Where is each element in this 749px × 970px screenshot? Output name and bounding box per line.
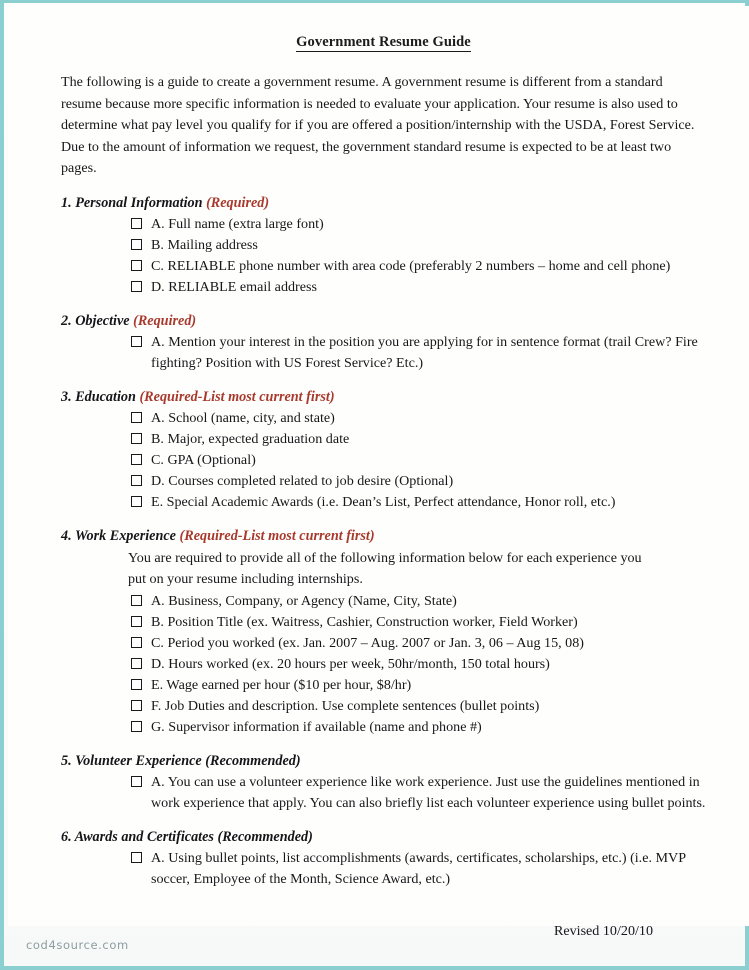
checkbox-icon[interactable]	[131, 616, 142, 627]
page-title-text: Government Resume Guide	[296, 34, 471, 50]
checklist-item-label: B. Mailing address	[151, 236, 258, 253]
checklist-item[interactable]	[131, 214, 706, 235]
checkbox-icon[interactable]	[131, 433, 142, 444]
section-heading	[61, 194, 706, 213]
checklist-item[interactable]	[131, 332, 711, 374]
section-name: Education	[75, 388, 136, 405]
checklist-item-label: E. Wage earned per hour ($10 per hour, $8/hr)	[151, 676, 412, 693]
section-qualifier: (Required-List most current first)	[179, 527, 375, 544]
section-heading	[61, 752, 706, 771]
section-name: Personal Information	[75, 194, 203, 211]
checkbox-icon[interactable]	[131, 700, 142, 711]
checklist-item-label: C. GPA (Optional)	[151, 451, 256, 468]
checklist-item-label: D. Hours worked (ex. 20 hours per week, 50hr/month, 150 total hours)	[151, 655, 550, 672]
checkbox-icon[interactable]	[131, 336, 142, 347]
checkbox-icon[interactable]	[131, 721, 142, 732]
section-name: Volunteer Experience	[75, 752, 202, 769]
checklist-item[interactable]	[131, 408, 706, 429]
checklist-item[interactable]	[131, 612, 706, 633]
checkbox-icon[interactable]	[131, 496, 142, 507]
checkbox-icon[interactable]	[131, 454, 142, 465]
checklist-item-label: A. Mention your interest in the position you are applying for in sentence format (trail Crew? Fire fighting? Position with US Forest Service? Etc.)	[151, 333, 698, 371]
checkbox-icon[interactable]	[131, 239, 142, 250]
intro-paragraph: The following is a guide to create a government resume. A government resume is different from a standard resume because more specific information is needed to evaluate your application. Your resume is also used to determine what pay level you qualify for if you are offered a position/internship with the USDA, Forest Service. Due to the amount of information we request, the government standard resume is expected to be at least two pages.	[61, 74, 695, 176]
section-note: You are required to provide all of the following information below for each experience you put on your resume including internships.	[128, 549, 642, 587]
checkbox-icon[interactable]	[131, 595, 142, 606]
checklist-item[interactable]	[131, 717, 706, 738]
section-name: Work Experience	[74, 527, 176, 544]
document-page	[8, 6, 749, 939]
checklist-item-label: B. Major, expected graduation date	[151, 430, 350, 447]
checkbox-icon[interactable]	[131, 776, 142, 787]
section-qualifier: (Required)	[133, 312, 197, 329]
section-number: 4.	[61, 527, 72, 544]
section-number: 2.	[61, 312, 72, 329]
checklist-item-label: A. Business, Company, or Agency (Name, City, State)	[151, 592, 457, 609]
section-qualifier: (Recommended)	[217, 828, 313, 845]
checklist-item[interactable]	[131, 848, 711, 890]
checklist-item[interactable]	[131, 235, 706, 256]
checkbox-icon[interactable]	[131, 218, 142, 229]
section-number: 1.	[61, 194, 72, 211]
checklist	[61, 772, 706, 814]
checkbox-icon[interactable]	[131, 637, 142, 648]
section-heading	[61, 828, 706, 847]
checkbox-icon[interactable]	[131, 852, 142, 863]
checklist	[61, 408, 706, 513]
checklist-item[interactable]	[131, 633, 706, 654]
checklist-item[interactable]	[131, 772, 711, 814]
checkbox-icon[interactable]	[131, 679, 142, 690]
checklist-item[interactable]	[131, 471, 706, 492]
checklist	[61, 332, 706, 374]
checklist-item[interactable]	[131, 696, 706, 717]
checklist-item-label: G. Supervisor information if available (name and phone #)	[151, 718, 482, 735]
section-4	[61, 527, 706, 738]
checkbox-icon[interactable]	[131, 281, 142, 292]
checklist-item-label: C. RELIABLE phone number with area code (preferably 2 numbers – home and cell phone)	[151, 257, 671, 274]
checklist	[61, 848, 706, 890]
checklist-item[interactable]	[131, 492, 706, 513]
section-heading	[61, 527, 706, 546]
checklist-item-label: F. Job Duties and description. Use complete sentences (bullet points)	[151, 697, 540, 714]
checkbox-icon[interactable]	[131, 658, 142, 669]
checklist-item[interactable]	[131, 591, 706, 612]
checklist-item-label: C. Period you worked (ex. Jan. 2007 – Aug. 2007 or Jan. 3, 06 – Aug 15, 08)	[151, 634, 584, 651]
checklist-item[interactable]	[131, 429, 706, 450]
checkbox-icon[interactable]	[131, 475, 142, 486]
checklist-item-label: B. Position Title (ex. Waitress, Cashier, Construction worker, Field Worker)	[151, 613, 578, 630]
document-body	[61, 26, 706, 940]
checklist-item-label: E. Special Academic Awards (i.e. Dean’s List, Perfect attendance, Honor roll, etc.)	[151, 493, 616, 510]
sections-container	[61, 194, 706, 890]
section-name: Objective	[75, 312, 130, 329]
checklist-item-label: A. Using bullet points, list accomplishments (awards, certificates, scholarships, etc.) (i.e. MVP soccer, Employee of the Month, Science Award, etc.)	[151, 849, 686, 887]
revised-date: Revised 10/20/10	[553, 922, 653, 939]
checklist-item[interactable]	[131, 675, 706, 696]
section-6	[61, 828, 706, 890]
section-number: 3.	[61, 388, 72, 405]
section-heading	[61, 388, 706, 407]
checkbox-icon[interactable]	[131, 260, 142, 271]
section-qualifier: (Recommended)	[205, 752, 301, 769]
checklist-item[interactable]	[131, 450, 706, 471]
checklist-item-label: D. Courses completed related to job desire (Optional)	[151, 472, 454, 489]
section-2	[61, 312, 706, 374]
page-title	[61, 34, 706, 51]
section-1	[61, 194, 706, 298]
section-number: 6.	[61, 828, 72, 845]
section-name: Awards and Certificates	[74, 828, 214, 845]
section-3	[61, 388, 706, 513]
section-qualifier: (Required)	[206, 194, 270, 211]
checklist	[61, 591, 706, 738]
checklist-item[interactable]	[131, 256, 706, 277]
checklist-item-label: A. Full name (extra large font)	[151, 215, 324, 232]
section-number: 5.	[61, 752, 72, 769]
checklist-item[interactable]	[131, 277, 706, 298]
checklist	[61, 214, 706, 298]
checklist-item-label: A. You can use a volunteer experience like work experience. Just use the guidelines mentioned in work experience that apply. You can also briefly list each volunteer experience using bullet points.	[151, 773, 706, 811]
checklist-item[interactable]	[131, 654, 706, 675]
site-watermark: cod4source.com	[26, 938, 129, 952]
section-heading	[61, 312, 706, 331]
section-5	[61, 752, 706, 814]
section-qualifier: (Required-List most current first)	[139, 388, 335, 405]
checklist-item-label: D. RELIABLE email address	[151, 278, 317, 295]
checkbox-icon[interactable]	[131, 412, 142, 423]
checklist-item-label: A. School (name, city, and state)	[151, 409, 335, 426]
